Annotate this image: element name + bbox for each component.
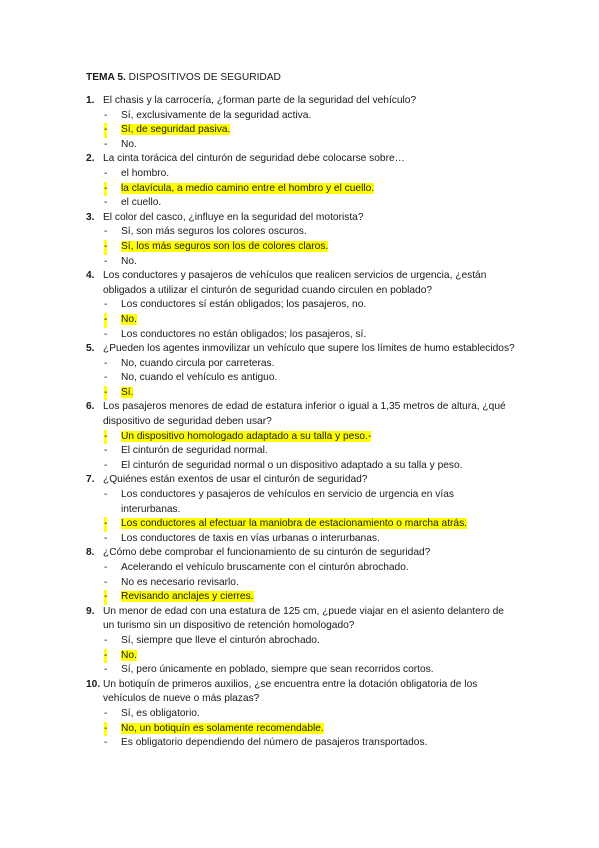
answer-option-text: El cinturón de seguridad normal. xyxy=(121,445,268,457)
bullet-dash: - xyxy=(104,532,108,544)
answer-option-correct xyxy=(0,649,599,664)
answer-option-text: Sí, es obligatorio. xyxy=(121,707,200,719)
question-text: La cinta torácica del cinturón de seguridad debe colocarse sobre… xyxy=(103,153,405,165)
question-item xyxy=(0,605,599,678)
bullet-dash: - xyxy=(104,357,108,369)
question-item xyxy=(0,678,599,751)
question-number: 6. xyxy=(86,401,95,413)
question-item xyxy=(0,342,599,400)
bullet-dash: - xyxy=(104,197,108,209)
answer-option-text: No, un botiquín es solamente recomendable. xyxy=(121,722,324,734)
bullet-dash: - xyxy=(104,299,108,311)
answer-option-text: No es necesario revisarlo. xyxy=(121,576,239,588)
question-text: Un menor de edad con una estatura de 125 cm, ¿puede viajar en el asiento delantero de un turismo sin un dispositivo de retención homologado? xyxy=(103,605,504,632)
answer-option xyxy=(0,167,599,182)
bullet-dash: - xyxy=(104,664,108,676)
bullet-dash: - xyxy=(104,517,107,532)
answer-option-correct xyxy=(0,182,599,197)
answer-option-text: Revisando anclajes y cierres. xyxy=(121,591,254,603)
bullet-dash: - xyxy=(104,372,108,384)
answer-option-text: Sí. xyxy=(121,386,134,398)
answer-option-correct xyxy=(0,386,599,401)
answer-option xyxy=(0,138,599,153)
answer-option-text: No. xyxy=(121,313,137,325)
question-text: Los pasajeros menores de edad de estatura inferior o igual a 1,35 metros de altura, ¿qué dispositivo de seguridad deben usar? xyxy=(103,401,506,428)
answer-option-text: el cuello. xyxy=(121,197,162,209)
answer-option-text: Es obligatorio dependiendo del número de pasajeros transportados. xyxy=(121,737,428,749)
answer-option-correct xyxy=(0,240,599,255)
bullet-dash: - xyxy=(104,386,107,401)
question-number: 7. xyxy=(86,474,95,486)
answer-option-text: la clavícula, a medio camino entre el hombro y el cuello. xyxy=(121,182,375,194)
title-topic-name: DISPOSITIVOS DE SEGURIDAD xyxy=(125,72,281,83)
question-number: 1. xyxy=(86,95,95,106)
answer-option-text: No, cuando el vehículo es antiguo. xyxy=(121,372,278,384)
question-text: Un botiquín de primeros auxilios, ¿se encuentra entre la dotación obligatoria de los vehículos de nueve o más plazas? xyxy=(103,678,478,705)
answer-option-correct xyxy=(0,590,599,605)
answer-option xyxy=(0,255,599,270)
answer-option xyxy=(0,736,599,751)
question-number: 3. xyxy=(86,211,95,223)
question-text: El color del casco, ¿influye en la seguridad del motorista? xyxy=(103,211,364,223)
answer-option-text: No. xyxy=(121,255,137,267)
question-text: ¿Quiénes están exentos de usar el cinturón de seguridad? xyxy=(103,474,368,486)
answer-option xyxy=(0,298,599,313)
bullet-dash: - xyxy=(104,459,108,471)
bullet-dash: - xyxy=(104,240,107,255)
answer-option xyxy=(0,488,599,517)
answer-option xyxy=(0,444,599,459)
bullet-dash: - xyxy=(104,562,108,573)
answer-option-text: No. xyxy=(121,649,137,661)
question-text: ¿Pueden los agentes inmovilizar un vehículo que supere los límites de humo establecidos? xyxy=(103,343,515,355)
bullet-dash: - xyxy=(104,489,108,501)
bullet-dash: - xyxy=(104,576,108,588)
answer-option-text: No, cuando circula por carreteras. xyxy=(121,357,275,369)
answer-option-text: No. xyxy=(121,138,137,150)
answer-option xyxy=(0,576,599,591)
bullet-dash: - xyxy=(104,649,107,664)
answer-option xyxy=(0,371,599,386)
bullet-dash: - xyxy=(104,255,108,267)
answer-option xyxy=(0,196,599,211)
bullet-dash: - xyxy=(104,226,108,238)
answer-option-correct xyxy=(0,123,599,138)
answer-option xyxy=(0,459,599,474)
question-number: 4. xyxy=(86,270,95,282)
answer-option xyxy=(0,532,599,547)
answer-option-text: Sí, siempre que lleve el cinturón abrochado. xyxy=(121,634,320,646)
bullet-dash: - xyxy=(104,109,108,121)
answer-option-text: Los conductores de taxis en vías urbanas o interurbanas. xyxy=(121,532,380,544)
question-number: 5. xyxy=(86,343,95,355)
answer-option-correct xyxy=(0,517,599,532)
answer-option-text: Los conductores al efectuar la maniobra de estacionamiento o marcha atrás. xyxy=(121,518,468,530)
answer-option-text: El cinturón de seguridad normal o un dispositivo adaptado a su talla y peso. xyxy=(121,459,463,471)
bullet-dash: - xyxy=(104,430,107,445)
bullet-dash: - xyxy=(104,737,108,749)
answer-option-text: Sí, exclusivamente de la seguridad activa. xyxy=(121,109,312,121)
bullet-dash: - xyxy=(104,634,108,646)
answer-option-text: Acelerando el vehículo bruscamente con el cinturón abrochado. xyxy=(121,562,409,573)
bullet-dash: - xyxy=(104,722,107,737)
question-item xyxy=(0,152,599,210)
question-item xyxy=(0,94,599,152)
bullet-dash: - xyxy=(104,590,107,605)
answer-option xyxy=(0,109,599,124)
question-item xyxy=(0,400,599,473)
bullet-dash: - xyxy=(104,182,107,197)
question-number: 9. xyxy=(86,605,95,617)
answer-option-text: Un dispositivo homologado adaptado a su talla y peso.- xyxy=(121,430,372,442)
answer-option xyxy=(0,561,599,576)
answer-option-text: Sí, de seguridad pasiva. xyxy=(121,124,231,136)
bullet-dash: - xyxy=(104,707,108,719)
question-item xyxy=(0,546,599,604)
answer-option-correct xyxy=(0,722,599,737)
question-number: 10. xyxy=(86,678,101,690)
answer-option xyxy=(0,663,599,678)
answer-option-text: Sí, pero únicamente en poblado, siempre que sean recorridos cortos. xyxy=(121,664,434,676)
answer-option-text: Sí, son más seguros los colores oscuros. xyxy=(121,226,307,238)
answer-option xyxy=(0,707,599,722)
bullet-dash: - xyxy=(104,313,107,328)
answer-option-text: Los conductores no están obligados; los pasajeros, sí. xyxy=(121,328,367,340)
title-topic-number: TEMA 5. xyxy=(86,72,126,83)
answer-option-text: Los conductores sí están obligados; los pasajeros, no. xyxy=(121,299,367,311)
answer-option xyxy=(0,328,599,343)
answer-option xyxy=(0,357,599,372)
bullet-dash: - xyxy=(104,167,108,179)
question-number: 8. xyxy=(86,547,95,559)
question-text: Los conductores y pasajeros de vehículos que realicen servicios de urgencia, ¿están obligados a utilizar el cinturón de seguridad cuando circulen en poblado? xyxy=(103,270,487,296)
question-item xyxy=(0,269,599,342)
bullet-dash: - xyxy=(104,123,107,138)
bullet-dash: - xyxy=(104,138,108,150)
question-item xyxy=(0,473,599,546)
question-text: ¿Cómo debe comprobar el funcionamiento de su cinturón de seguridad? xyxy=(103,547,431,559)
answer-option-correct xyxy=(0,313,599,328)
answer-option-text: Sí, los más seguros son los de colores claros. xyxy=(121,240,329,252)
answer-option-correct xyxy=(0,430,599,445)
question-list xyxy=(0,94,599,751)
answer-option-text: el hombro. xyxy=(121,167,170,179)
question-number: 2. xyxy=(86,153,95,165)
answer-option xyxy=(0,634,599,649)
answer-option xyxy=(0,225,599,240)
bullet-dash: - xyxy=(104,328,108,340)
bullet-dash: - xyxy=(104,445,108,457)
answer-option-text: Los conductores y pasajeros de vehículos en servicio de urgencia en vías interurbanas. xyxy=(121,489,454,515)
question-text: El chasis y la carrocería, ¿forman parte de la seguridad del vehículo? xyxy=(103,95,417,106)
document-title xyxy=(86,72,281,83)
question-item xyxy=(0,211,599,269)
